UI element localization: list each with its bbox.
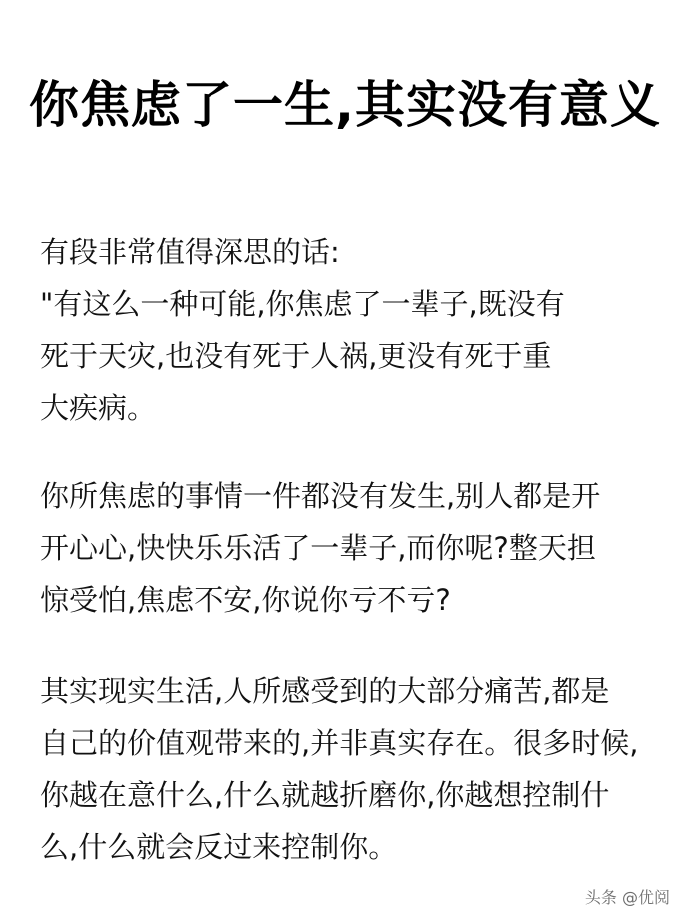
text-line: 你所焦虑的事情一件都没有发生,别人都是开 xyxy=(40,479,601,513)
source-watermark: 头条 @优阅 xyxy=(584,888,670,907)
text-line: 其实现实生活,人所感受到的大部分痛苦,都是 xyxy=(40,674,610,708)
paragraph-3 xyxy=(40,665,660,873)
text-line: 惊受怕,焦虑不安,你说你亏不亏? xyxy=(40,583,451,617)
paragraph-2 xyxy=(40,470,660,626)
article-title: 你焦虑了一生,其实没有意义 xyxy=(29,76,661,134)
text-line: 自己的价值观带来的,并非真实存在。很多时候, xyxy=(40,726,639,760)
text-line: 大疾病。 xyxy=(40,391,157,425)
text-line: "有这么一种可能,你焦虑了一辈子,既没有 xyxy=(40,287,565,321)
text-line: 死于天灾,也没有死于人祸,更没有死于重 xyxy=(40,339,552,373)
paragraph-1 xyxy=(40,226,660,434)
text-line: 么,什么就会反过来控制你。 xyxy=(40,830,398,864)
text-line: 你越在意什么,什么就越折磨你,你越想控制什 xyxy=(40,778,610,812)
text-line: 开心心,快快乐乐活了一辈子,而你呢?整天担 xyxy=(40,531,596,565)
text-line: 有段非常值得深思的话: xyxy=(40,235,340,269)
